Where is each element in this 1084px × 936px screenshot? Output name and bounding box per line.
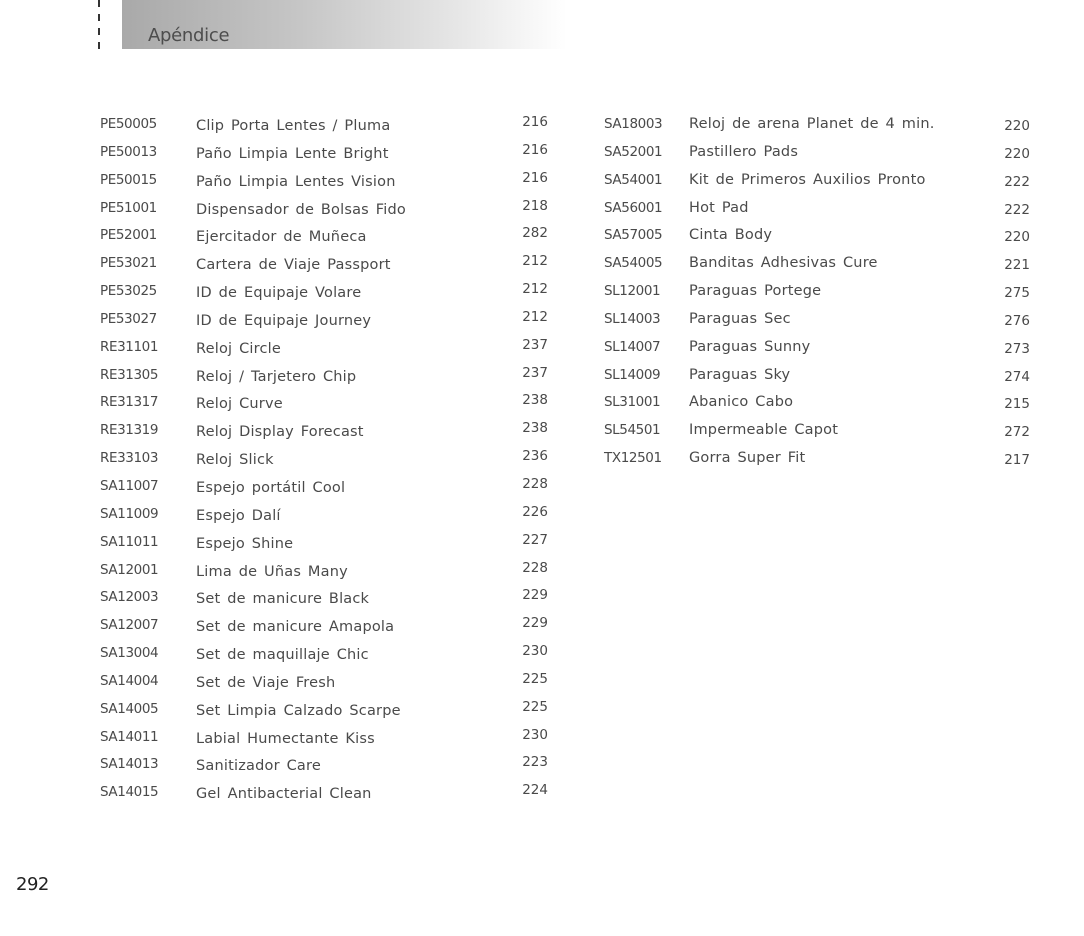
product-page: 276 xyxy=(1004,312,1030,329)
product-code: PE53027 xyxy=(100,310,157,327)
product-page: 237 xyxy=(522,336,548,353)
product-name: Clip Porta Lentes / Pluma xyxy=(196,118,391,134)
index-entry xyxy=(100,389,552,417)
index-entry xyxy=(604,306,1034,334)
product-name: Espejo Shine xyxy=(196,535,294,552)
product-code: SA14011 xyxy=(100,728,159,745)
index-entry xyxy=(604,417,1034,445)
product-code: SL31001 xyxy=(604,394,661,411)
product-code: SA14015 xyxy=(100,784,159,801)
product-name: Cartera de Viaje Passport xyxy=(196,257,391,274)
index-entry xyxy=(100,167,552,195)
product-name: Impermeable Capot xyxy=(689,422,839,439)
product-code: PE53021 xyxy=(100,255,157,272)
product-name: Set de manicure Black xyxy=(196,591,370,608)
product-code: SA11009 xyxy=(100,505,159,522)
index-entry xyxy=(100,362,552,390)
product-code: SL14009 xyxy=(604,366,661,383)
index-entry xyxy=(604,278,1034,306)
product-name: Labial Humectante Kiss xyxy=(196,730,375,747)
product-page: 229 xyxy=(522,615,548,632)
index-entry xyxy=(100,696,552,724)
product-page: 217 xyxy=(1004,452,1030,469)
product-code: PE51001 xyxy=(100,199,157,216)
index-entry xyxy=(100,668,552,696)
product-name: Paño Limpia Lentes Vision xyxy=(196,173,396,190)
product-page: 212 xyxy=(522,281,548,298)
product-name: Gorra Super Fit xyxy=(689,450,806,467)
product-page: 220 xyxy=(1004,118,1030,134)
product-code: PE53025 xyxy=(100,283,157,300)
product-code: SA52001 xyxy=(604,143,663,160)
product-name: Dispensador de Bolsas Fido xyxy=(196,201,406,218)
section-title: Apéndice xyxy=(148,25,230,46)
product-page: 223 xyxy=(522,754,548,771)
product-page: 218 xyxy=(522,197,548,214)
index-entry xyxy=(604,250,1034,278)
product-page: 221 xyxy=(1004,257,1030,274)
product-name: Paraguas Sec xyxy=(689,310,791,327)
product-page: 222 xyxy=(1004,201,1030,218)
product-page: 282 xyxy=(522,225,548,242)
index-entry xyxy=(100,473,552,501)
index-entry xyxy=(100,724,552,752)
product-name: Set Limpia Calzado Scarpe xyxy=(196,702,401,719)
product-page: 216 xyxy=(522,114,548,130)
product-page: 272 xyxy=(1004,424,1030,441)
index-entry xyxy=(100,751,552,779)
index-entry xyxy=(604,445,1034,473)
product-name: Reloj Display Forecast xyxy=(196,424,364,441)
product-name: Pastillero Pads xyxy=(689,143,799,160)
product-name: Reloj Circle xyxy=(196,340,281,357)
product-page: 222 xyxy=(1004,173,1030,190)
index-column-left xyxy=(100,111,552,807)
product-name: Banditas Adhesivas Cure xyxy=(689,255,878,272)
product-name: Paño Limpia Lente Bright xyxy=(196,145,389,162)
product-page: 215 xyxy=(1004,396,1030,413)
product-page: 228 xyxy=(522,559,548,576)
product-code: SA12007 xyxy=(100,617,159,634)
product-page: 238 xyxy=(522,392,548,409)
product-name: ID de Equipaje Volare xyxy=(196,285,362,302)
product-name: Reloj de arena Planet de 4 min. xyxy=(689,116,935,132)
product-code: TX12501 xyxy=(604,450,662,467)
index-entry xyxy=(100,139,552,167)
index-entry xyxy=(100,445,552,473)
index-entry xyxy=(100,529,552,557)
product-page: 216 xyxy=(522,169,548,186)
product-code: SL12001 xyxy=(604,283,661,300)
index-entry xyxy=(604,167,1034,195)
product-code: SA56001 xyxy=(604,199,663,216)
product-code: PE52001 xyxy=(100,227,157,244)
page-number: 292 xyxy=(16,874,49,895)
index-entry xyxy=(604,389,1034,417)
product-name: Set de manicure Amapola xyxy=(196,619,395,636)
index-column-right xyxy=(604,111,1034,473)
product-code: RE31305 xyxy=(100,366,159,383)
index-entry xyxy=(100,222,552,250)
index-entry xyxy=(100,557,552,585)
product-name: Set de maquillaje Chic xyxy=(196,647,369,664)
product-name: Lima de Uñas Many xyxy=(196,563,348,580)
product-page: 238 xyxy=(522,420,548,437)
product-code: SA12001 xyxy=(100,561,159,578)
product-name: Abanico Cabo xyxy=(689,394,794,411)
product-page: 230 xyxy=(522,726,548,743)
product-code: SL14003 xyxy=(604,310,661,327)
index-entry xyxy=(100,278,552,306)
product-name: Hot Pad xyxy=(689,199,749,216)
product-page: 275 xyxy=(1004,285,1030,302)
dashed-margin-line xyxy=(98,0,100,50)
product-page: 273 xyxy=(1004,340,1030,357)
product-name: Espejo portátil Cool xyxy=(196,479,346,496)
product-name: Reloj / Tarjetero Chip xyxy=(196,368,357,385)
index-entry xyxy=(100,195,552,223)
product-page: 225 xyxy=(522,670,548,687)
product-code: PE50005 xyxy=(100,116,157,132)
product-code: SL14007 xyxy=(604,338,661,355)
index-entry xyxy=(100,306,552,334)
section-header xyxy=(122,0,567,49)
index-entry xyxy=(604,222,1034,250)
product-page: 274 xyxy=(1004,368,1030,385)
product-name: Sanitizador Care xyxy=(196,758,321,775)
index-entry xyxy=(604,139,1034,167)
product-name: Ejercitador de Muñeca xyxy=(196,229,367,246)
product-code: SA14013 xyxy=(100,756,159,773)
index-entry xyxy=(604,195,1034,223)
product-code: SA18003 xyxy=(604,116,663,132)
product-page: 236 xyxy=(522,448,548,465)
product-name: ID de Equipaje Journey xyxy=(196,312,372,329)
product-page: 230 xyxy=(522,643,548,660)
index-entry xyxy=(100,417,552,445)
product-name: Kit de Primeros Auxilios Pronto xyxy=(689,171,926,188)
product-code: SA13004 xyxy=(100,645,159,662)
index-entry xyxy=(100,334,552,362)
product-code: SA11011 xyxy=(100,533,159,550)
product-page: 228 xyxy=(522,475,548,492)
product-page: 229 xyxy=(522,587,548,604)
product-name: Reloj Slick xyxy=(196,452,274,469)
product-name: Espejo Dalí xyxy=(196,507,281,524)
product-page: 225 xyxy=(522,698,548,715)
product-code: SA14004 xyxy=(100,672,159,689)
product-code: SA54005 xyxy=(604,255,663,272)
product-code: SA14005 xyxy=(100,700,159,717)
product-code: SL54501 xyxy=(604,422,661,439)
product-code: RE31319 xyxy=(100,422,159,439)
product-name: Paraguas Sunny xyxy=(689,338,811,355)
product-page: 227 xyxy=(522,531,548,548)
index-entry xyxy=(100,640,552,668)
index-entry xyxy=(100,612,552,640)
product-page: 216 xyxy=(522,141,548,158)
index-entry xyxy=(604,111,1034,139)
product-code: PE50015 xyxy=(100,171,157,188)
product-name: Paraguas Portege xyxy=(689,283,822,300)
index-entry xyxy=(100,501,552,529)
product-code: SA57005 xyxy=(604,227,663,244)
index-entry xyxy=(604,362,1034,390)
product-code: RE33103 xyxy=(100,450,159,467)
product-name: Cinta Body xyxy=(689,227,773,244)
product-name: Reloj Curve xyxy=(196,396,283,413)
product-code: RE31317 xyxy=(100,394,159,411)
product-page: 212 xyxy=(522,253,548,270)
product-code: PE50013 xyxy=(100,143,157,160)
product-page: 237 xyxy=(522,364,548,381)
product-name: Gel Antibacterial Clean xyxy=(196,786,372,803)
product-page: 226 xyxy=(522,503,548,520)
product-page: 212 xyxy=(522,308,548,325)
product-name: Set de Viaje Fresh xyxy=(196,674,336,691)
index-entry xyxy=(100,779,552,807)
product-page: 224 xyxy=(522,782,548,799)
product-code: SA54001 xyxy=(604,171,663,188)
product-code: SA11007 xyxy=(100,477,159,494)
product-name: Paraguas Sky xyxy=(689,366,791,383)
index-entry xyxy=(100,111,552,139)
product-page: 220 xyxy=(1004,229,1030,246)
index-entry xyxy=(100,250,552,278)
index-entry xyxy=(100,584,552,612)
product-code: SA12003 xyxy=(100,589,159,606)
product-page: 220 xyxy=(1004,145,1030,162)
product-code: RE31101 xyxy=(100,338,159,355)
index-entry xyxy=(604,334,1034,362)
